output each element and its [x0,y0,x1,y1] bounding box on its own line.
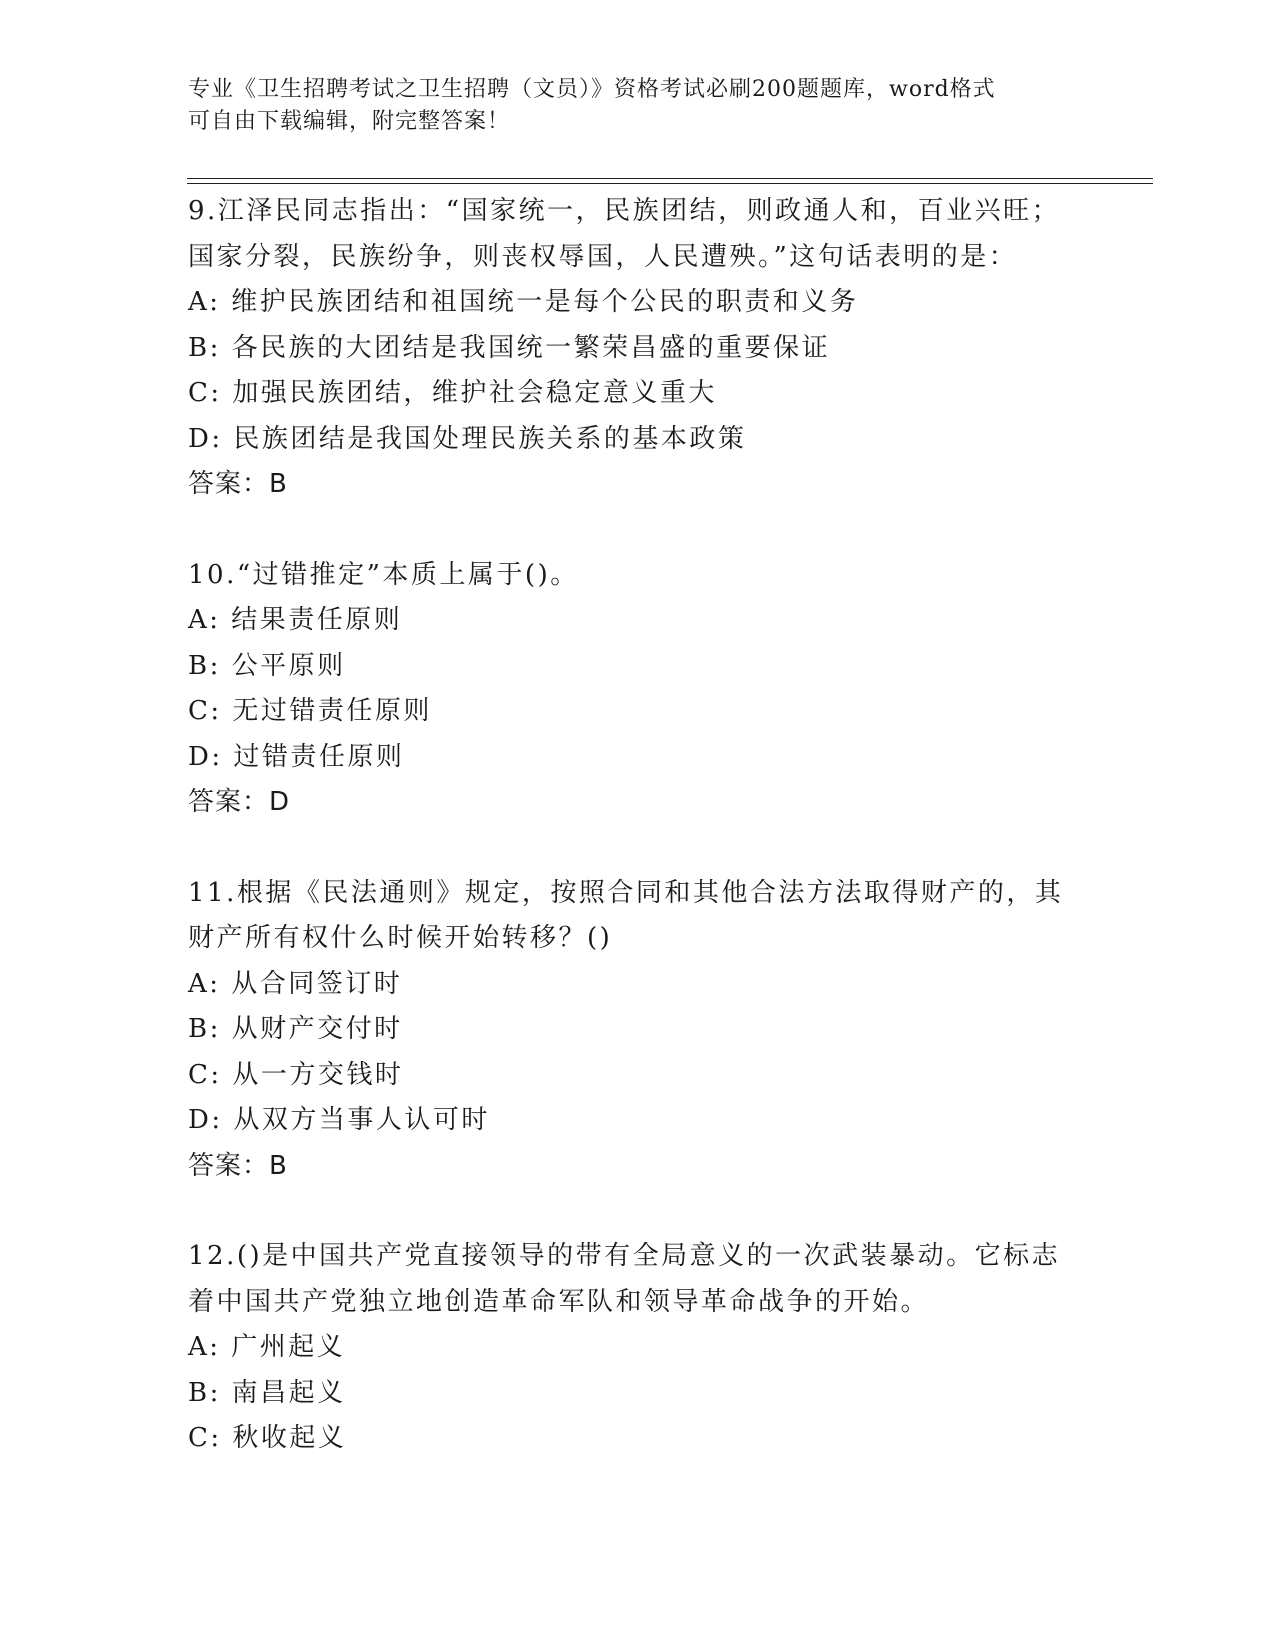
option-a: A: 从合同签订时 [188,968,403,999]
option-a: A: 广州起义 [188,1332,346,1362]
answer-label: 答案：B [188,469,288,499]
option-d: D: 民族团结是我国处理民族关系的基本政策 [188,423,747,454]
option-b: B: 从财产交付时 [188,1014,403,1044]
question-list [188,189,1088,1507]
option-c: C: 无过错责任原则 [188,696,432,726]
header-line-2: 可自由下载编辑，附完整答案！ [188,109,511,134]
header-line-1: 专业《卫生招聘考试之卫生招聘（文员）》资格考试必刷200题题库，word格式 [188,77,996,102]
question-stem-line: 财产所有权什么时候开始转移？() [188,923,613,953]
question-12 [188,1234,1088,1462]
answer-label: 答案：D [188,787,291,817]
option-d: D: 从双方当事人认可时 [188,1105,490,1135]
question-10 [188,553,1088,826]
document-header [188,74,1088,138]
question-stem-line: 着中国共产党独立地创造革命军队和领导革命战争的开始。 [188,1286,930,1317]
question-stem-line: 9.江泽民同志指出：“国家统一，民族团结，则政通人和，百业兴旺； [188,196,1061,226]
option-c: C: 秋收起义 [188,1423,347,1453]
header-divider-bottom [187,183,1153,184]
option-d: D: 过错责任原则 [188,741,405,772]
option-b: B: 公平原则 [188,650,346,681]
answer-label: 答案：B [188,1150,288,1181]
option-c: C: 从一方交钱时 [188,1059,404,1090]
question-stem-line: 10.“过错推定”本质上属于()。 [188,559,579,590]
option-c: C: 加强民族团结，维护社会稳定意义重大 [188,378,717,408]
question-stem-line: 12.()是中国共产党直接领导的带有全局意义的一次武装暴动。它标志 [188,1241,1061,1271]
question-11 [188,871,1088,1190]
option-a: A: 维护民族团结和祖国统一是每个公民的职责和义务 [188,287,859,317]
question-9 [188,189,1088,508]
option-a: A: 结果责任原则 [188,605,403,635]
option-b: B: 各民族的大团结是我国统一繁荣昌盛的重要保证 [188,332,831,363]
question-stem-line: 11.根据《民法通则》规定，按照合同和其他合法方法取得财产的，其 [188,877,1064,908]
option-b: B: 南昌起义 [188,1377,346,1408]
question-stem-line: 国家分裂，民族纷争，则丧权辱国，人民遭殃。”这句话表明的是： [188,241,1018,272]
header-divider-top [187,178,1153,179]
